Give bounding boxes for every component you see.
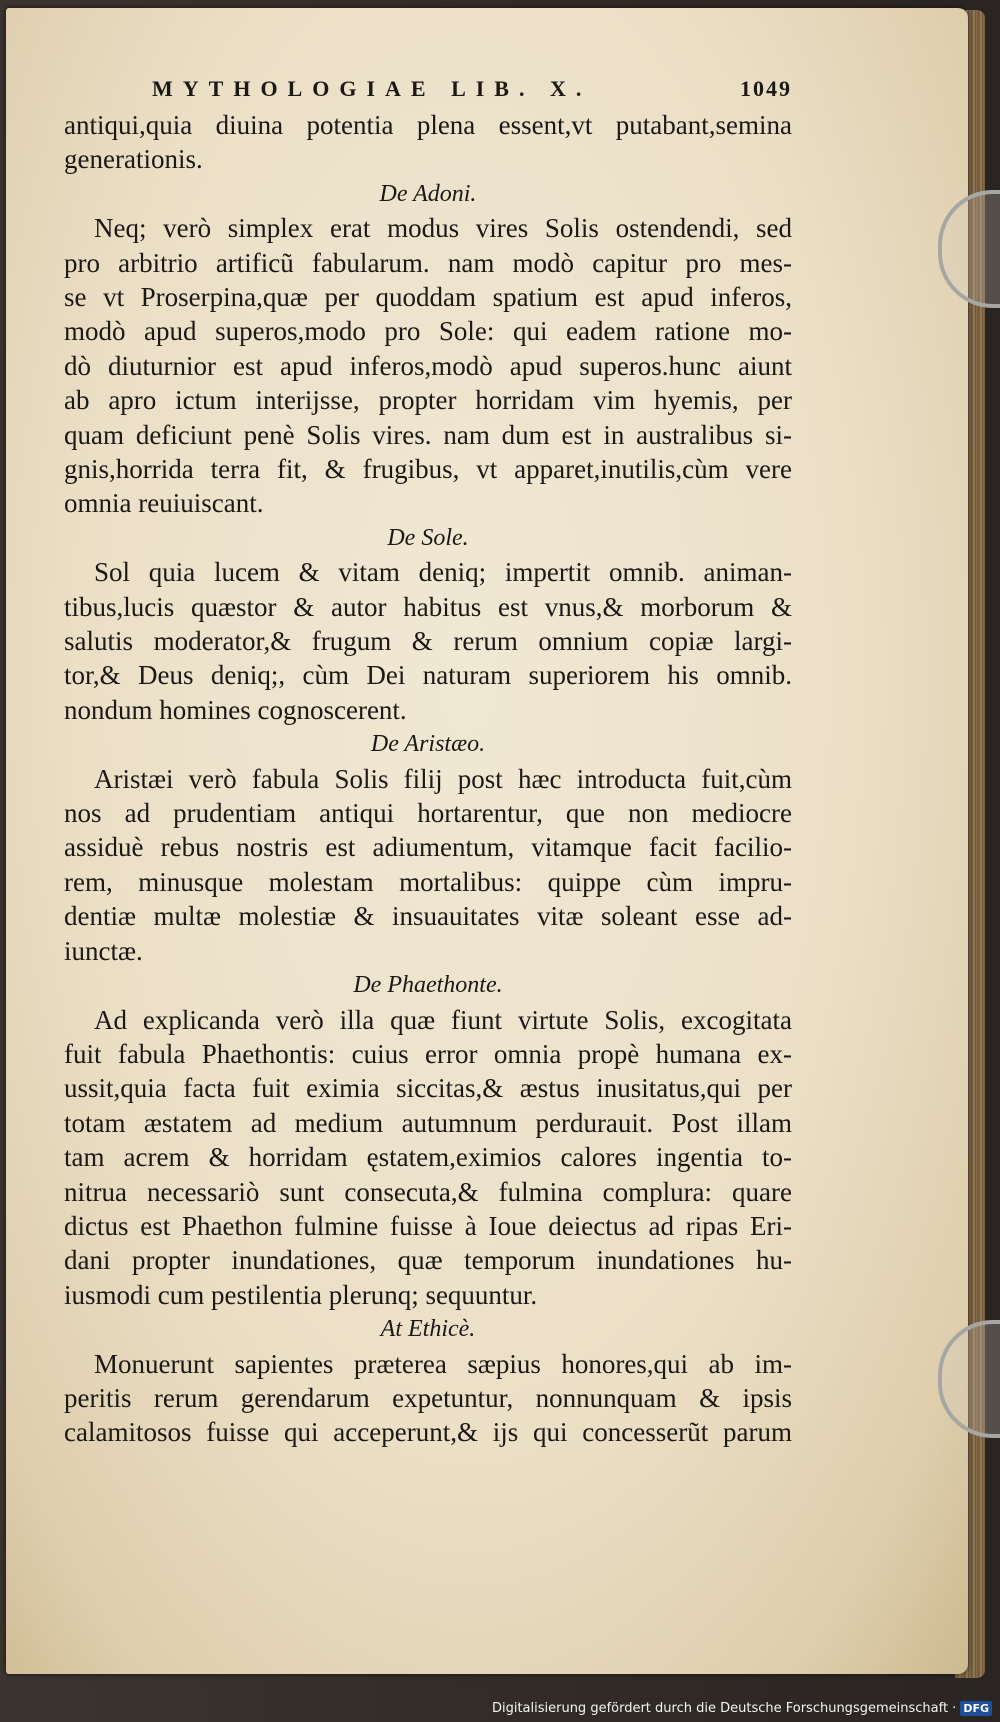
page-text-block [64,72,792,1450]
text-line: tibus,lucis quæstor & autor habitus est vnus,& morborum & [64,591,792,622]
text-line: nitrua necessariò sunt consecuta,& fulmina complura: quare [64,1176,792,1207]
text-line: Sol quia lucem & vitam deniq; impertit omnib. animan- [94,557,792,588]
section-heading: At Ethicè. [380,1316,476,1343]
text-line: tam acrem & horridam ęstatem,eximios calores ingentia to- [64,1142,792,1173]
text-line: nos ad prudentiam antiqui hortarentur, que non mediocre [64,798,792,829]
text-line: antiqui,quia diuina potentia plena essent,vt putabant,semina [64,110,792,140]
paragraph [64,211,792,521]
section-heading: De Adoni. [379,180,477,207]
body-text [64,108,792,1450]
running-head [152,72,792,108]
text-line: Neq; verò simplex erat modus vires Solis ostendendi, sed [94,213,792,244]
paragraph [64,555,792,727]
dfg-logo: DFG [960,1701,992,1716]
paragraph [64,1003,792,1313]
text-line: omnia reuiuiscant. [64,488,264,519]
credit-text: Digitalisierung gefördert durch die Deutsche Forschungsgemeinschaft · [491,1701,957,1716]
text-line: salutis moderator,& frugum & rerum omnium copiæ largi- [64,626,792,657]
text-line: dentiæ multæ molestiæ & insuauitates vitæ soleant esse ad- [64,901,792,932]
text-line: Ad explicanda verò illa quæ fiunt virtute Solis, excogitata [94,1004,792,1035]
text-line: gnis,horrida terra fit, & frugibus, vt apparet,inutilis,cùm vere [64,454,792,485]
running-title: MYTHOLOGIAE LIB. X. [152,76,592,101]
paragraph [64,762,792,968]
text-line: dani propter inundationes, quæ temporum inundationes hu- [64,1245,792,1276]
text-line: modò apud superos,modo pro Sole: qui eadem ratione mo- [64,316,792,347]
text-line: dictus est Phaethon fulmine fuisse à Ioue deiectus ad ripas Eri- [64,1210,792,1241]
text-line: pro arbitrio artificũ fabularum. nam modò capitur pro mes- [64,247,792,278]
text-line: tor,& Deus deniq;, cùm Dei naturam superiorem his omnib. [64,660,792,691]
text-line: ussit,quia facta fuit eximia siccitas,& æstus inusitatus,qui per [64,1073,792,1104]
paragraph [64,1347,792,1450]
text-line: totam æstatem ad medium autumnum perdurauit. Post illam [64,1107,792,1138]
text-line: rem, minusque molestam mortalibus: quippe cùm impru- [64,866,792,897]
section-heading: De Phaethonte. [353,972,503,999]
text-line: Monuerunt sapientes præterea sæpius honores,qui ab im- [94,1348,792,1379]
text-line: generationis. [64,144,203,175]
text-line: se vt Proserpina,quæ per quoddam spatium est apud inferos, [64,282,792,313]
text-line: fuit fabula Phaethontis: cuius error omnia propè humana ex- [64,1038,792,1069]
text-line: Aristæi verò fabula Solis filij post hæc introducta fuit,cùm [94,763,792,794]
text-line: dò diuturnior est apud inferos,modò apud superos.hunc aiunt [64,350,792,381]
text-line: calamitosos fuisse qui acceperunt,& ijs qui concesserũt parum [64,1417,792,1448]
paragraph [64,108,792,177]
section-heading: De Aristæo. [370,731,486,758]
text-line: quam deficiunt penè Solis vires. nam dum est in australibus si- [64,419,792,450]
digitization-credit [492,1701,992,1716]
page-number: 1049 [740,76,792,101]
text-line: assiduè rebus nostris est adiumentum, vitamque facit facilio- [64,832,792,863]
text-line: peritis rerum gerendarum expetuntur, nonnunquam & ipsis [64,1382,792,1413]
text-line: ab apro ictum interijsse, propter horridam vim hyemis, per [64,385,792,416]
text-line: iunctæ. [64,935,143,966]
section-heading: De Sole. [387,524,469,551]
text-line: nondum homines cognoscerent. [64,694,407,725]
text-line: iusmodi cum pestilentia plerunq; sequuntur. [64,1279,538,1310]
